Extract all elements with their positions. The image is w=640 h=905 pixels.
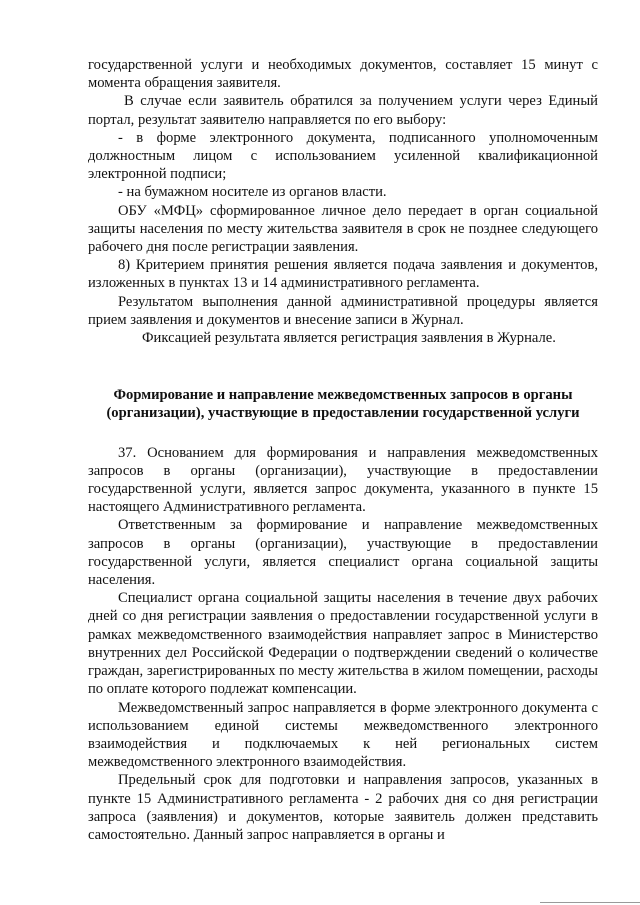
paragraph: ОБУ «МФЦ» сформированное личное дело передает в орган социальной защиты населения по месту жительства заявителя в срок не позднее следующего рабочего дня после регистрации заявления. — [88, 202, 598, 256]
paragraph: В случае если заявитель обратился за получением услуги через Единый портал, результат заявителю направляется по его выбору: — [88, 93, 598, 128]
document-text — [88, 56, 598, 844]
spacer — [88, 347, 598, 386]
paragraph: Ответственным за формирование и направление межведомственных запросов в органы (организации), участвующие в предоставлении государственной услуги, является специалист органа социальной защиты населения. — [88, 517, 598, 589]
list-item: - на бумажном носителе из органов власти. — [118, 184, 387, 201]
paragraph: Межведомственный запрос направляется в форме электронного документа с использованием единой системы межведомственного электронного взаимодействия и подключаемых к ней региональных систем межведомственного электронного взаимодействия. — [88, 699, 598, 771]
paragraph: 8) Критерием принятия решения является подача заявления и документов, изложенных в пунктах 13 и 14 административного регламента. — [88, 257, 598, 292]
section-heading: Формирование и направление межведомственных запросов в органы (организации), участвующие в предоставлении государственной услуги — [106, 387, 580, 422]
spacer — [88, 423, 598, 444]
paragraph: Фиксацией результата является регистрация заявления в Журнале. — [142, 330, 556, 347]
paragraph: Специалист органа социальной защиты населения в течение двух рабочих дней со дня регистрации заявления о предоставлении государственной услуги в рамках межведомственного взаимодействия направляет запрос в Министерство внутренних дел Российской Федерации о подтверждении сведений о количестве граждан, зарегистрированных по месту жительства в жилом помещении, расходы по оплате которого подлежат компенсации. — [88, 590, 598, 698]
list-item: - в форме электронного документа, подписанного уполномоченным должностным лицом с использованием усиленной квалификационной электронной подписи; — [88, 129, 598, 183]
paragraph: Предельный срок для подготовки и направления запросов, указанных в пункте 15 Административного регламента - 2 рабочих дня со дня регистрации запроса (заявления) и документов, которые заявитель должен представить самостоятельно. Данный запрос направляется в органы и — [88, 772, 598, 843]
paragraph: 37. Основанием для формирования и направления межведомственных запросов в органы (организации), участвующие в предоставлении государственной услуги, является запрос документа, указанного в пункте 15 настоящего Административного регламента. — [88, 444, 598, 516]
paragraph: государственной услуги и необходимых документов, составляет 15 минут с момента обращения заявителя. — [88, 57, 598, 92]
scan-edge-line — [540, 902, 640, 903]
paragraph: Результатом выполнения данной административной процедуры является прием заявления и документов и внесение записи в Журнал. — [88, 293, 598, 328]
